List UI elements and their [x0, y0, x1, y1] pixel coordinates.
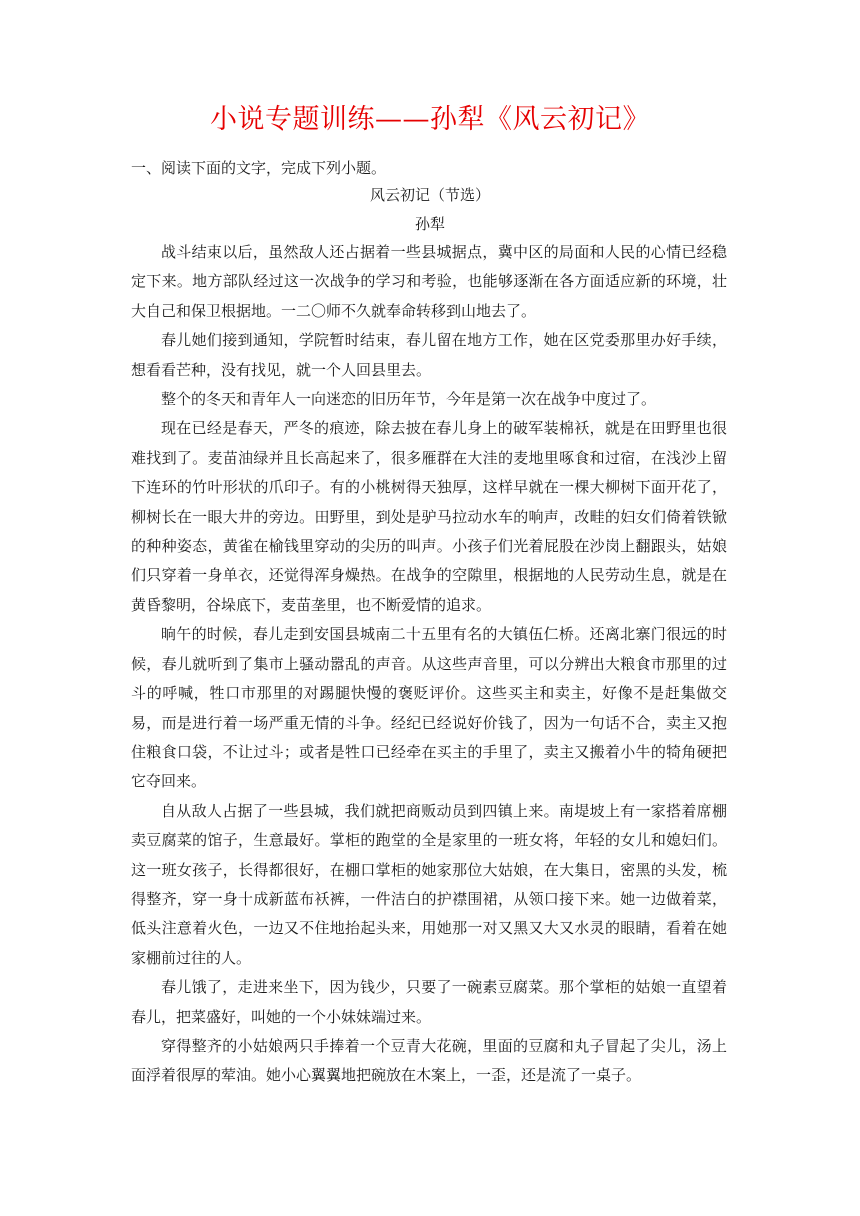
- paragraph: 战斗结束以后，虽然敌人还占据着一些县城据点，冀中区的局面和人民的心情已经稳定下来。地方部队经过这一次战争的学习和考验，也能够逐渐在各方面适应新的环境，壮大自己和保卫根据地。一二〇师不久就奉命转移到山地去了。: [131, 243, 727, 320]
- paragraph: 春儿她们接到通知，学院暂时结束，春儿留在地方工作，她在区党委那里办好手续，想看看芒种，没有找见，就一个人回县里去。: [131, 331, 727, 379]
- paragraph: 整个的冬天和青年人一向迷恋的旧历年节，今年是第一次在战争中度过了。: [161, 390, 657, 409]
- passage-author: 孙犁: [414, 215, 445, 233]
- passage-title: 风云初记（节选）: [369, 186, 490, 204]
- paragraph: 晌午的时候，春儿走到安国县城南二十五里有名的大镇伍仁桥。还离北寨门很远的时候，春儿就听到了集市上骚动嚣乱的声音。从这些声音里，可以分辨出大粮食市那里的过斗的呼喊，牲口市那里的对踢腿快慢的褒贬评价。这些买主和卖主，好像不是赶集做交易，而是进行着一场严重无情的斗争。经纪已经说好价钱了，因为一句话不合，卖主又抱住粮食口袋，不让过斗；或者是牲口已经牵在买主的手里了，卖主又搬着小牛的犄角硬把它夺回来。: [131, 625, 727, 791]
- paragraph: 自从敌人占据了一些县城，我们就把商贩动员到四镇上来。南堤坡上有一家搭着席棚卖豆腐菜的馆子，生意最好。掌柜的跑堂的全是家里的一班女将，年轻的女儿和媳妇们。这一班女孩子，长得都很好，在棚口掌柜的她家那位大姑娘，在大集日，密黑的头发，梳得整齐，穿一身十成新蓝布袄裤，一件洁白的护襟围裙，从领口接下来。她一边做着菜，低头注意着火色，一边又不住地抬起头来，用她那一对又黑又大又水灵的眼睛，看着在她家棚前过往的人。: [131, 801, 727, 967]
- paragraph: 穿得整齐的小姑娘两只手捧着一个豆青大花碗，里面的豆腐和丸子冒起了尖儿，汤上面浮着很厚的荤油。她小心翼翼地把碗放在木案上，一歪，还是流了一桌子。: [131, 1036, 727, 1085]
- paragraph: 春儿饿了，走进来坐下，因为钱少，只要了一碗素豆腐菜。那个掌柜的姑娘一直望着春儿，把菜盛好，叫她的一个小妹妹端过来。: [131, 978, 727, 1026]
- passage-body: [131, 238, 727, 1091]
- paragraph: 现在已经是春天，严冬的痕迹，除去披在春儿身上的破军装棉袄，就是在田野里也很难找到了。麦苗油绿并且长高起来了，很多雁群在大洼的麦地里啄食和过宿，在浅沙上留下连环的竹叶形状的爪印子。有的小桃树得天独厚，这样早就在一棵大柳树下面开花了，柳树长在一眼大井的旁边。田野里，到处是驴马拉动水车的响声，改畦的妇女们倚着铁锨的种种姿态，黄雀在榆钱里穿动的尖历的叫声。小孩子们光着屁股在沙岗上翻跟头，姑娘们只穿着一身单衣，还觉得浑身燥热。在战争的空隙里，根据地的人民劳动生息，就是在黄昏黎明，谷垛底下，麦苗垄里，也不断爱情的追求。: [131, 419, 727, 614]
- document-title: 小说专题训练——孙犁《风云初记》: [210, 104, 650, 135]
- section-heading: 一、阅读下面的文字，完成下列小题。: [131, 159, 387, 177]
